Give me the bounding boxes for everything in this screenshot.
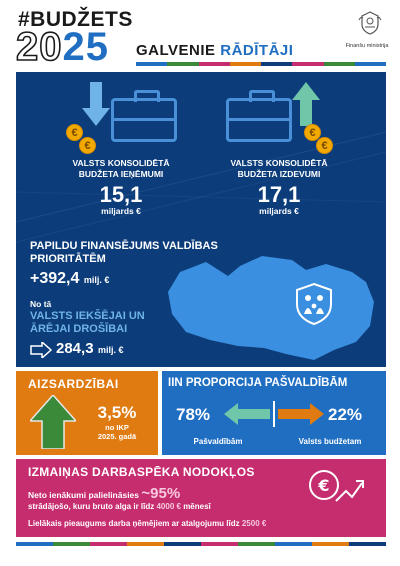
svg-text:€: € [318,476,330,495]
hashtag-title: #BUDŽETS [18,8,133,31]
ministry-name: Finanšu ministrija [345,43,389,49]
tax-title: IZMAIŅAS DARBASPĒKA NODOKĻOS [28,465,255,479]
priorities-amount-row [30,270,109,288]
iin-divider [273,401,275,427]
right-arrow-icon [278,403,324,425]
defense-note [82,423,152,441]
color-stripe-bottom [16,542,386,546]
left-arrow-icon [224,403,270,425]
briefcase-icon [111,98,177,142]
security-title-line1: VALSTS IEKŠĒJAI UN [30,310,145,322]
revenue-label-line2: BUDŽETA IEŅĒMUMI [78,169,164,179]
priorities-title-line2: PRIORITĀTĒM [30,253,106,265]
revenue-value: 15,1 [99,182,143,207]
of-which-label: No tā [30,299,52,309]
euro-growth-icon [306,467,366,507]
latvia-map [166,252,381,364]
priorities-title [30,240,270,266]
revenue-label [46,158,196,180]
iin-right-label: Valsts budžetam [298,437,362,446]
tax-line3-value: 2500 € [241,519,267,528]
tax-line1-text: Neto ienākumi palielināsies [28,490,140,500]
priorities-amount: +392,4 [30,270,80,287]
tax-line2b: mēnesī [183,502,211,511]
right-arrow-icon [30,342,52,358]
iin-right-value: 22% [328,405,363,424]
expenditure-unit: miljards € [259,206,299,216]
year-part2: 25 [62,25,109,69]
security-amount: 284,3 [56,340,94,357]
coat-of-arms-icon [357,10,383,36]
euro-coin-icon: € [66,124,83,141]
security-unit: milj. € [98,345,124,355]
tax-line2-value: 4000 € [156,502,181,511]
subtitle-part2: RĀDĪTĀJI [220,42,294,59]
iin-title: IIN PROPORCIJA PAŠVALDĪBĀM [168,377,348,389]
subtitle [136,42,293,59]
priorities-title-line1: PAPILDU FINANSĒJUMS VALDĪBAS [30,240,218,252]
iin-box [162,371,386,455]
euro-coin-icon: € [79,137,96,154]
tax-box [16,459,386,537]
defense-box [16,371,158,455]
family-shield-icon [294,282,334,326]
tax-line1 [28,485,180,502]
revenue-label-line1: VALSTS KONSOLIDĒTĀ [72,158,170,168]
iin-left-value: 78% [176,405,211,424]
year-part1: 20 [16,25,63,69]
euro-coin-icon: € [316,137,333,154]
security-title-line2: ĀRĒJAI DROŠĪBAI [30,323,128,335]
tax-line3 [28,519,266,528]
revenue-unit: miljards € [101,206,141,216]
tax-line1-value: ~95% [141,485,181,502]
defense-note-line1: no IKP [105,423,129,432]
expenditure-value: 17,1 [257,182,301,207]
priorities-amount-unit: milj. € [83,275,110,285]
iin-left-label: Pašvaldībām [193,437,243,446]
security-title [30,310,145,336]
year-title [16,27,109,67]
up-arrow-icon [30,395,76,449]
main-panel [16,72,386,367]
tax-line3-text: Lielākais pieaugums darba ņēmējiem ar atalgojumu līdz [28,519,240,528]
expenditure-label-line2: BUDŽETA IZDEVUMI [237,169,321,179]
down-arrow-icon [82,82,110,126]
tax-line2 [28,502,211,511]
up-arrow-icon [292,82,320,126]
euro-coin-icon: € [304,124,321,141]
tax-line2a: strādājošo, kuru bruto alga ir līdz [28,502,155,511]
defense-title: AIZSARDZĪBAI [28,377,119,391]
color-stripe-top [136,62,386,66]
defense-note-line2: 2025. gadā [97,432,137,441]
defense-value: 3,5% [97,403,137,422]
ministry-logo [345,10,390,50]
expenditure-label [204,158,354,180]
subtitle-part1: GALVENIE [136,42,216,59]
expenditure-label-line1: VALSTS KONSOLIDĒTĀ [230,158,328,168]
security-amount-row [56,340,124,358]
briefcase-icon [226,98,292,142]
